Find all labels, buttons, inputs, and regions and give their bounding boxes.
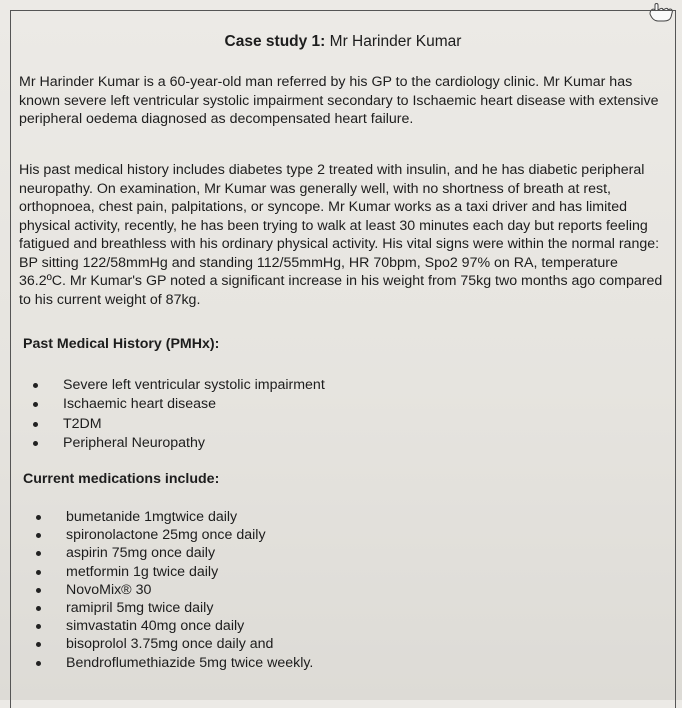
list-item-text: spironolactone 25mg once daily: [66, 527, 266, 544]
medications-heading: Current medications include:: [23, 471, 220, 487]
pmhx-list: [63, 376, 325, 454]
bullet-icon: [36, 642, 41, 647]
bullet-icon: [36, 533, 41, 538]
bullet-icon: [36, 515, 41, 520]
bullet-icon: [36, 551, 41, 556]
list-item: [63, 434, 325, 453]
bullet-icon: [33, 441, 38, 446]
list-item: [66, 654, 313, 672]
list-item-text: T2DM: [63, 415, 102, 432]
title-prefix: Case study 1:: [224, 33, 326, 50]
list-item-text: NovoMix® 30: [66, 581, 152, 598]
list-item-text: aspirin 75mg once daily: [66, 545, 216, 562]
bullet-icon: [36, 606, 41, 611]
list-item-text: simvastatin 40mg once daily: [66, 618, 245, 635]
list-item: [66, 508, 313, 526]
case-study-title: [11, 33, 675, 51]
list-item-text: bisoprolol 3.75mg once daily and: [66, 636, 274, 653]
list-item: [66, 635, 313, 653]
list-item: [66, 544, 313, 562]
case-study-page: [10, 10, 676, 708]
list-item: [66, 581, 313, 599]
list-item: [63, 415, 325, 434]
list-item-text: Ischaemic heart disease: [63, 396, 216, 413]
list-item-text: Bendroflumethiazide 5mg twice weekly.: [66, 654, 314, 671]
list-item: [66, 617, 313, 635]
list-item: [66, 599, 313, 617]
list-item: [66, 563, 313, 581]
bullet-icon: [36, 588, 41, 593]
list-item-text: Peripheral Neuropathy: [63, 435, 205, 452]
list-item: [63, 376, 325, 395]
list-item-text: ramipril 5mg twice daily: [66, 600, 214, 617]
list-item-text: bumetanide 1mgtwice daily: [66, 509, 238, 525]
medications-list: [66, 508, 313, 672]
list-item: [63, 395, 325, 414]
list-item-text: metformin 1g twice daily: [66, 563, 219, 580]
bullet-icon: [36, 624, 41, 629]
bullet-icon: [33, 422, 38, 427]
list-item: [66, 526, 313, 544]
intro-paragraph: Mr Harinder Kumar is a 60-year-old man referred by his GP to the cardiology clinic. Mr Kumar has known severe left ventricular systolic impairment secondary to Ischaemic heart disease with extensive peripheral oedema diagnosed as decompensated heart failure.: [19, 74, 659, 127]
patient-name: Mr Harinder Kumar: [329, 33, 462, 50]
bullet-icon: [36, 661, 41, 666]
bullet-icon: [36, 570, 41, 575]
history-paragraph: His past medical history includes diabetes type 2 treated with insulin, and he has diabetic peripheral neuropathy. On examination, Mr Kumar was generally well, with no shortness of breath at rest, orthopnoea, chest pain, palpitations, or syncope. Mr Kumar works as a taxi driver and has limited physical activity, recently, he has been trying to walk at least 30 minutes each day but reports feeling fatigued and breathless with his ordinary physical activity. His vital signs were within the normal range: BP sitting 122/58mmHg and standing 112/55mmHg, HR 70bpm, Spo2 97% on RA, temperature 36.2ºC. Mr Kumar's GP noted a significant increase in his weight from 75kg two months ago compared to his current weight of 87kg.: [19, 162, 663, 308]
bullet-icon: [33, 402, 38, 407]
bullet-icon: [33, 383, 38, 388]
pmhx-heading: Past Medical History (PMHx):: [23, 336, 220, 352]
list-item-text: Severe left ventricular systolic impairment: [63, 377, 325, 393]
